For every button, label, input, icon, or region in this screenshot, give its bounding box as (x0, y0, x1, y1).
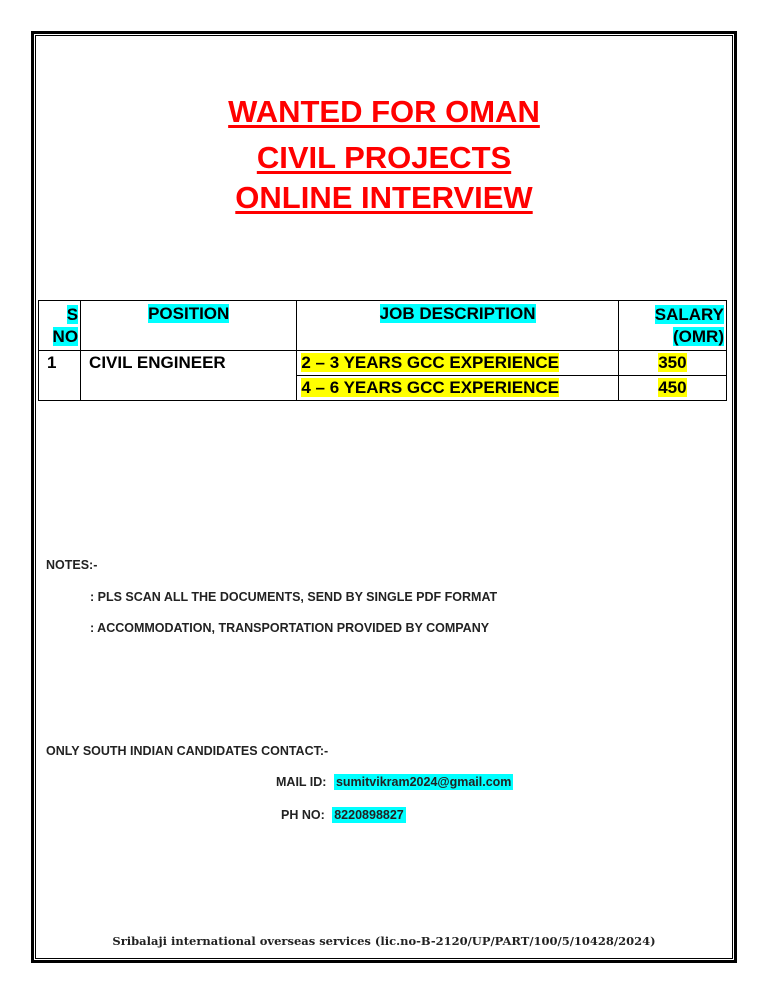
row-salary (618, 376, 726, 401)
row-salary-value: 450 (658, 378, 687, 397)
header-salary-line2: (OMR) (673, 327, 724, 346)
header-position (81, 301, 297, 351)
heading-line-2: CIVIL PROJECTS (256, 140, 512, 175)
row-description-value: 4 – 6 YEARS GCC EXPERIENCE (301, 378, 559, 397)
row-description-value: 2 – 3 YEARS GCC EXPERIENCE (301, 353, 559, 372)
row-description (297, 351, 618, 376)
contact-intro: ONLY SOUTH INDIAN CANDIDATES CONTACT:- (46, 744, 329, 758)
row-position (81, 351, 297, 401)
table-row (39, 351, 727, 376)
row-sno-value: 1 (47, 353, 57, 372)
header-position-label: POSITION (148, 304, 230, 323)
row-salary (618, 351, 726, 376)
header-description-label: JOB DESCRIPTION (379, 304, 536, 323)
header-description (297, 301, 618, 351)
job-table (38, 300, 727, 401)
footer-license: Sribalaji international overseas services (lic.no-B-2120/UP/PART/100/5/10428/2024) (112, 934, 656, 948)
notes-label: NOTES:- (46, 558, 98, 572)
row-salary-value: 350 (658, 353, 687, 372)
header-sno (39, 301, 81, 351)
header-salary-line1: SALARY (654, 305, 724, 324)
header-salary (618, 301, 726, 351)
mail-row (276, 775, 513, 789)
heading-line-3: ONLINE INTERVIEW (235, 180, 533, 215)
row-description (297, 376, 618, 401)
row-sno (39, 351, 81, 401)
row-position-value: CIVIL ENGINEER (89, 353, 226, 372)
heading-line-1: WANTED FOR OMAN (228, 94, 540, 129)
phone-label: PH NO: (281, 808, 325, 822)
phone-value[interactable]: 8220898827 (334, 808, 404, 822)
mail-value[interactable]: sumitvikram2024@gmail.com (335, 775, 512, 789)
phone-row (281, 808, 406, 822)
note-item: : ACCOMMODATION, TRANSPORTATION PROVIDED BY COMPANY (90, 621, 490, 635)
header-sno-line1: S (66, 305, 79, 324)
note-item: : PLS SCAN ALL THE DOCUMENTS, SEND BY SINGLE PDF FORMAT (90, 590, 498, 604)
table-header-row (39, 301, 727, 351)
mail-label: MAIL ID: (276, 775, 327, 789)
header-sno-line2: NO (52, 327, 79, 346)
